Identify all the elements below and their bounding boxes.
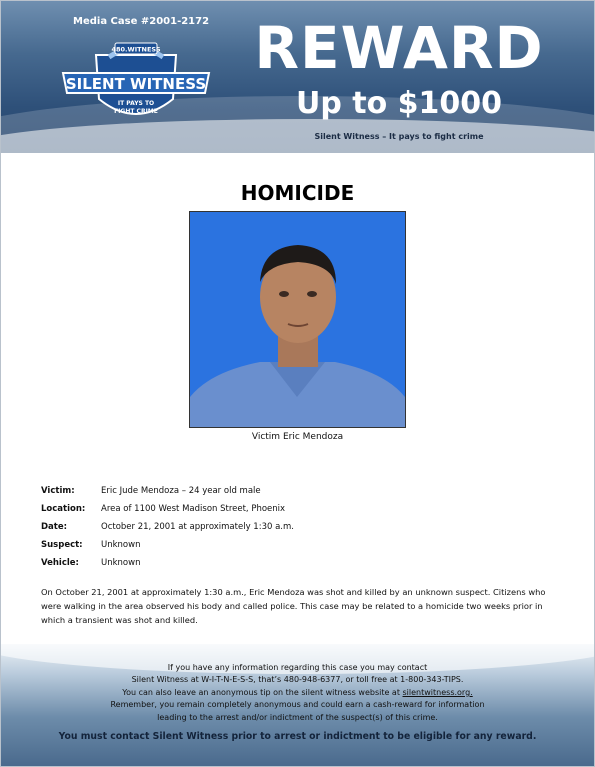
reward-amount: Up to $1000 xyxy=(295,86,503,121)
footer-line-3-text: You can also leave an anonymous tip on the silent witness website at xyxy=(122,687,403,697)
detail-label: Vehicle: xyxy=(41,558,79,568)
header-tagline: Silent Witness – It pays to fight crime xyxy=(314,132,484,141)
photo-caption: Victim Eric Mendoza xyxy=(251,432,344,442)
detail-label: Date: xyxy=(41,522,68,532)
detail-row-victim xyxy=(41,482,294,500)
footer-line-4: Remember, you remain completely anonymous and could earn a cash-reward for information xyxy=(110,700,485,710)
detail-value: October 21, 2001 at approximately 1:30 a.m. xyxy=(101,522,294,532)
detail-label: Suspect: xyxy=(41,540,83,550)
header-banner xyxy=(1,1,594,153)
eligibility-notice: You must contact Silent Witness prior to arrest or indictment to be eligible for any reward. xyxy=(58,731,537,742)
silent-witness-logo xyxy=(61,37,211,133)
detail-value: Eric Jude Mendoza – 24 year old male xyxy=(101,486,261,496)
media-case-number: Media Case #2001-2172 xyxy=(73,16,210,27)
victim-photo xyxy=(189,211,406,428)
logo-tag-text-1: IT PAYS TO xyxy=(117,100,155,107)
footer-line-1: If you have any information regarding this case you may contact xyxy=(167,663,428,672)
footer-line-5: leading to the arrest and/or indictment of the suspect(s) of this crime. xyxy=(157,712,438,722)
footer-contact-info xyxy=(1,662,594,724)
footer-banner xyxy=(1,644,594,766)
detail-value: Unknown xyxy=(101,540,141,550)
case-details xyxy=(41,482,294,572)
footer-line-3 xyxy=(1,687,594,699)
case-description: On October 21, 2001 at approximately 1:30 a.m., Eric Mendoza was shot and killed by an unknown suspect. Citizens who were walking in the area observed his body and called police. This case may be related to a homicide two weeks prior in which a transient was shot and killed. xyxy=(41,587,546,625)
crime-title: HOMICIDE xyxy=(240,181,355,205)
victim-silhouette xyxy=(190,212,405,427)
detail-value: Unknown xyxy=(101,558,141,568)
detail-row-date xyxy=(41,518,294,536)
logo-top-text: 480.WITNESS xyxy=(111,45,161,54)
detail-value: Area of 1100 West Madison Street, Phoenix xyxy=(101,504,286,514)
detail-row-location xyxy=(41,500,294,518)
detail-row-vehicle xyxy=(41,554,294,572)
detail-label: Location: xyxy=(41,504,86,514)
logo-tag-text-2: FIGHT CRIME xyxy=(114,108,158,115)
reward-heading: REWARD xyxy=(254,14,544,82)
website-link[interactable]: silentwitness.org. xyxy=(402,687,473,697)
footer-line-2: Silent Witness at W-I-T-N-E-S-S, that’s 480-948-6377, or toll free at 1-800-343-TIPS. xyxy=(131,675,464,685)
detail-label: Victim: xyxy=(41,486,75,496)
detail-row-suspect xyxy=(41,536,294,554)
logo-main-text: SILENT WITNESS xyxy=(65,75,207,93)
